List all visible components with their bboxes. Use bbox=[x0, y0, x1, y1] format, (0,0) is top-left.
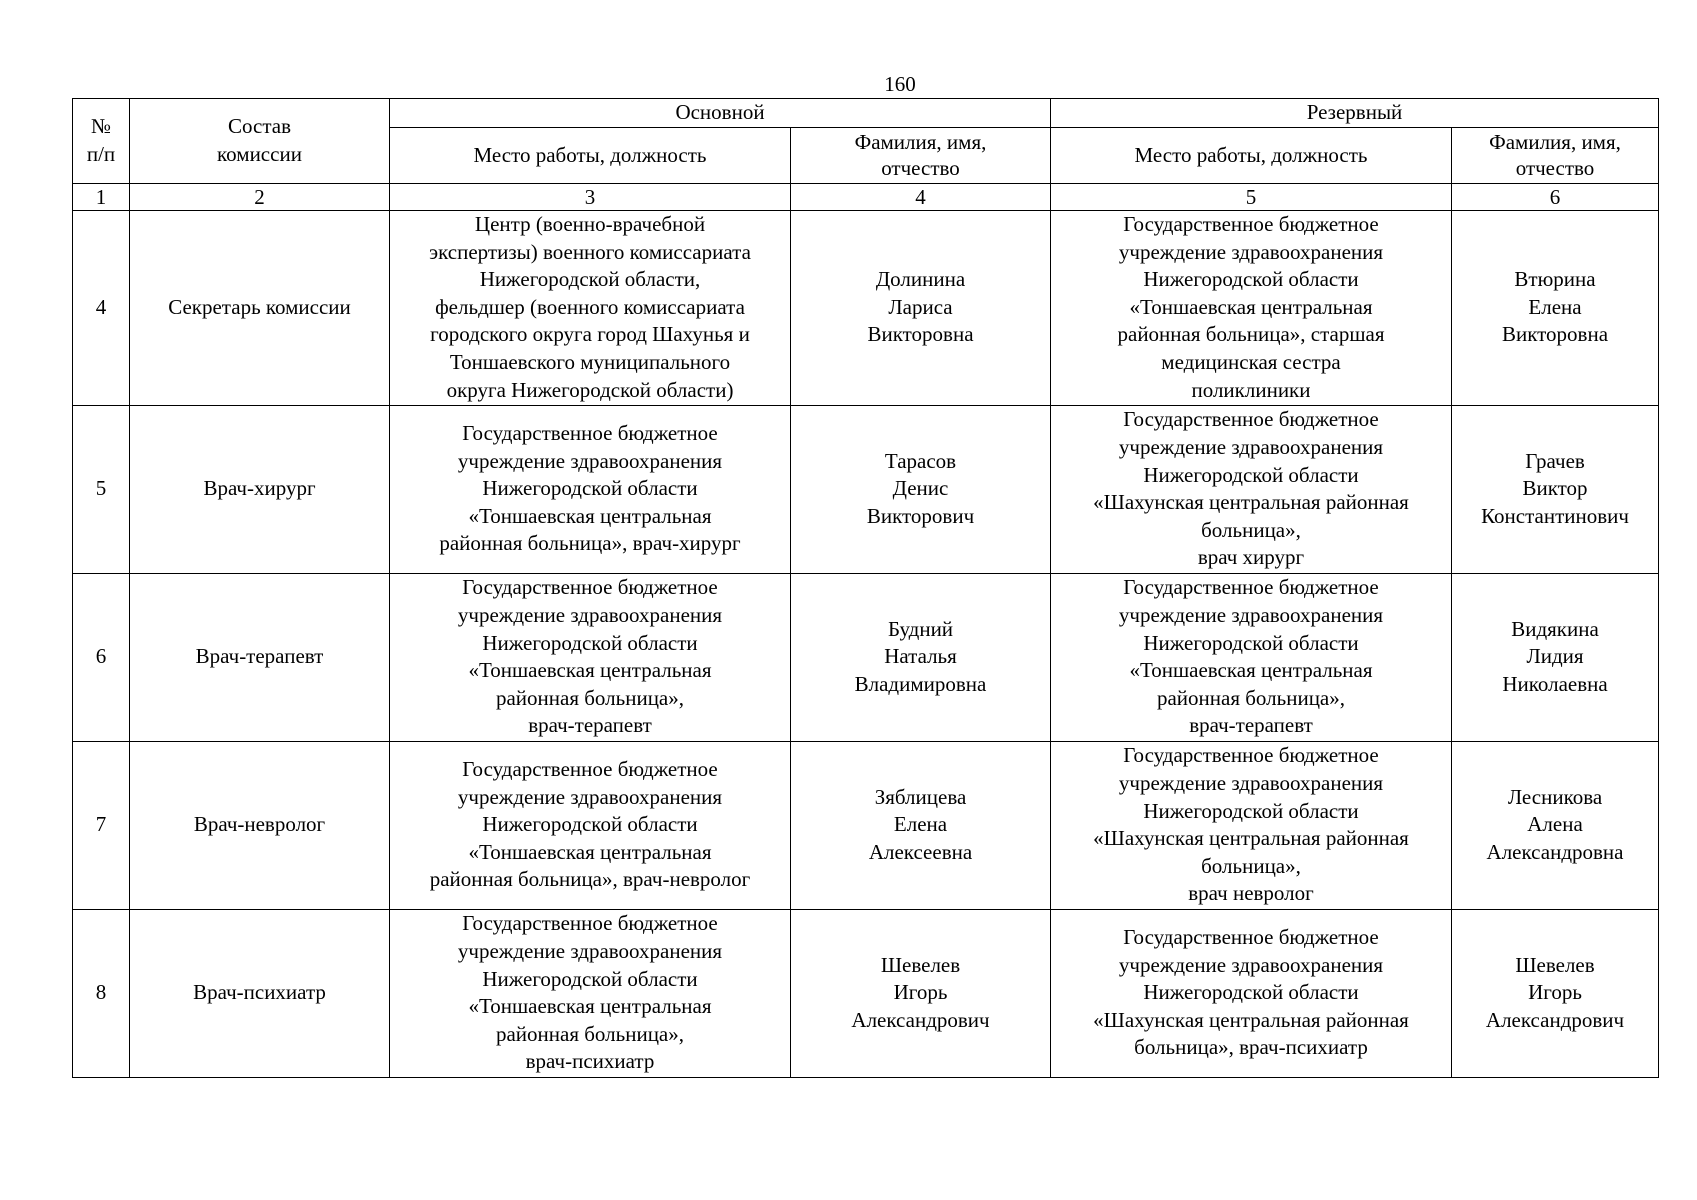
row-number: 7 bbox=[73, 741, 130, 909]
column-number: 3 bbox=[390, 183, 791, 210]
row-reserve-name: Лесникова Алена Александровна bbox=[1452, 741, 1659, 909]
column-number: 6 bbox=[1452, 183, 1659, 210]
row-number: 8 bbox=[73, 909, 130, 1077]
row-role: Врач-психиатр bbox=[130, 909, 390, 1077]
header-row-top bbox=[73, 99, 1659, 128]
column-number: 4 bbox=[791, 183, 1051, 210]
row-reserve-name: Грачев Виктор Константинович bbox=[1452, 405, 1659, 573]
table-row bbox=[73, 405, 1659, 573]
header-composition: Состав комиссии bbox=[130, 99, 390, 184]
row-role: Секретарь комиссии bbox=[130, 210, 390, 405]
row-reserve-name: Видякина Лидия Николаевна bbox=[1452, 573, 1659, 741]
row-main-name: Зяблицева Елена Алексеевна bbox=[791, 741, 1051, 909]
row-main-name: Шевелев Игорь Александрович bbox=[791, 909, 1051, 1077]
row-main-workplace: Государственное бюджетное учреждение здравоохранения Нижегородской области «Тоншаевская центральная районная больница», врач-хирург bbox=[390, 405, 791, 573]
header-main: Основной bbox=[390, 99, 1051, 128]
row-number: 4 bbox=[73, 210, 130, 405]
column-number: 5 bbox=[1051, 183, 1452, 210]
column-number-row bbox=[73, 183, 1659, 210]
row-main-workplace: Государственное бюджетное учреждение здравоохранения Нижегородской области «Тоншаевская центральная районная больница», врач-психиатр bbox=[390, 909, 791, 1077]
table-row bbox=[73, 210, 1659, 405]
row-reserve-workplace: Государственное бюджетное учреждение здравоохранения Нижегородской области «Шахунская центральная районная больница», врач хирург bbox=[1051, 405, 1452, 573]
row-role: Врач-терапевт bbox=[130, 573, 390, 741]
table-row bbox=[73, 573, 1659, 741]
row-main-name: Долинина Лариса Викторовна bbox=[791, 210, 1051, 405]
row-reserve-name: Втюрина Елена Викторовна bbox=[1452, 210, 1659, 405]
row-main-workplace: Государственное бюджетное учреждение здравоохранения Нижегородской области «Тоншаевская центральная районная больница», врач-невролог bbox=[390, 741, 791, 909]
header-reserve: Резервный bbox=[1051, 99, 1659, 128]
header-number: № п/п bbox=[73, 99, 130, 184]
row-reserve-workplace: Государственное бюджетное учреждение здравоохранения Нижегородской области «Шахунская центральная районная больница», врач-психиатр bbox=[1051, 909, 1452, 1077]
row-reserve-workplace: Государственное бюджетное учреждение здравоохранения Нижегородской области «Тоншаевская центральная районная больница», врач-терапевт bbox=[1051, 573, 1452, 741]
row-main-name: Тарасов Денис Викторович bbox=[791, 405, 1051, 573]
row-reserve-workplace: Государственное бюджетное учреждение здравоохранения Нижегородской области «Тоншаевская центральная районная больница», старшая медицинская сестра поликлиники bbox=[1051, 210, 1452, 405]
header-reserve-workplace: Место работы, должность bbox=[1051, 127, 1452, 183]
row-reserve-name: Шевелев Игорь Александрович bbox=[1452, 909, 1659, 1077]
row-reserve-workplace: Государственное бюджетное учреждение здравоохранения Нижегородской области «Шахунская центральная районная больница», врач невролог bbox=[1051, 741, 1452, 909]
header-reserve-fullname: Фамилия, имя, отчество bbox=[1452, 127, 1659, 183]
column-number: 2 bbox=[130, 183, 390, 210]
row-main-name: Будний Наталья Владимировна bbox=[791, 573, 1051, 741]
commission-table bbox=[72, 98, 1659, 1078]
header-main-fullname: Фамилия, имя, отчество bbox=[791, 127, 1051, 183]
table-row bbox=[73, 909, 1659, 1077]
page-number: 160 bbox=[884, 72, 916, 96]
row-role: Врач-хирург bbox=[130, 405, 390, 573]
row-main-workplace: Государственное бюджетное учреждение здравоохранения Нижегородской области «Тоншаевская центральная районная больница», врач-терапевт bbox=[390, 573, 791, 741]
table-row bbox=[73, 741, 1659, 909]
row-number: 5 bbox=[73, 405, 130, 573]
row-main-workplace: Центр (военно-врачебной экспертизы) военного комиссариата Нижегородской области, фельдшер (военного комиссариата городского округа город Шахунья и Тоншаевского муниципального округа Нижегородской области) bbox=[390, 210, 791, 405]
row-number: 6 bbox=[73, 573, 130, 741]
row-role: Врач-невролог bbox=[130, 741, 390, 909]
column-number: 1 bbox=[73, 183, 130, 210]
header-main-workplace: Место работы, должность bbox=[390, 127, 791, 183]
